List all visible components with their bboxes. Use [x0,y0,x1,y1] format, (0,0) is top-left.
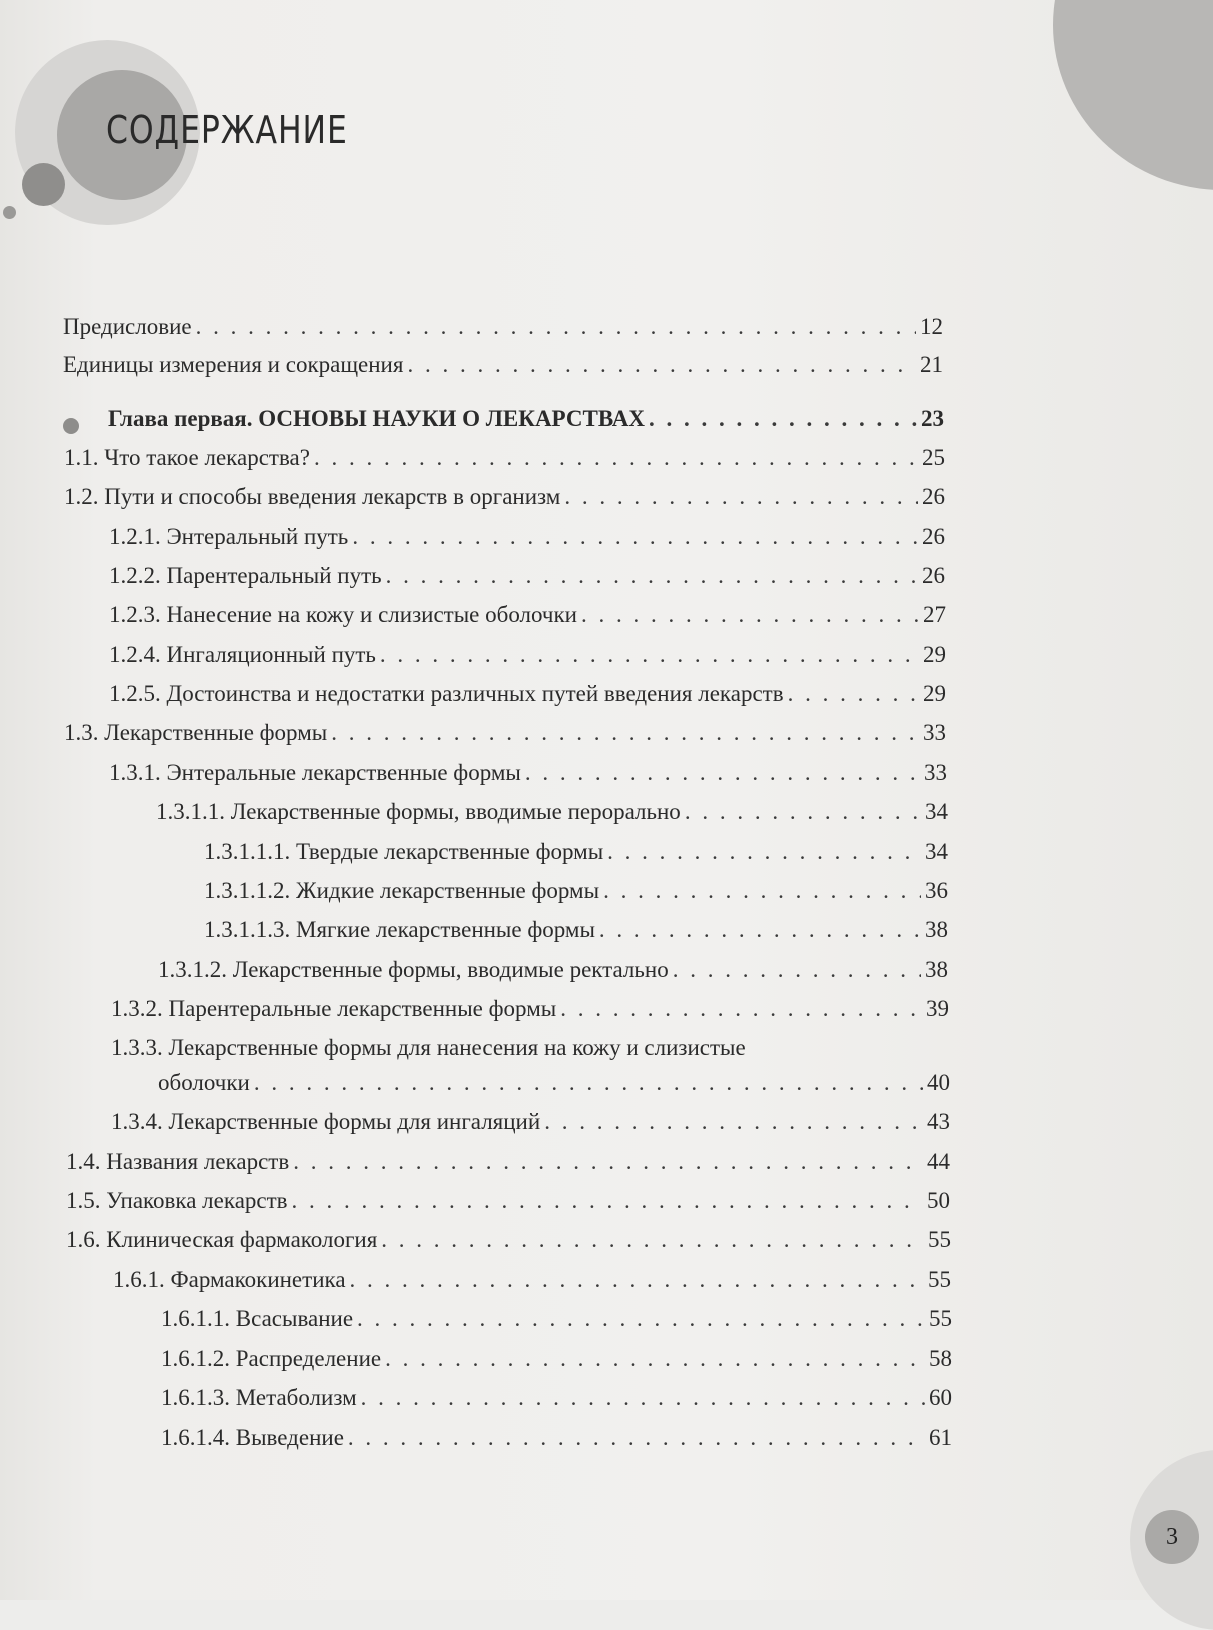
leader-dots [361,1383,925,1413]
toc-entry-label-line1[interactable]: 1.3.3. Лекарственные формы для нанесения на кожу и слизистые [111,1035,746,1060]
toc-entry-page: 27 [923,602,946,627]
leader-dots [350,1265,924,1295]
leader-dots [673,955,921,985]
toc-entry-page: 29 [923,681,946,706]
toc-entry-page: 12 [920,314,943,339]
toc-entry-page: 29 [923,642,946,667]
leader-dots [348,1423,925,1453]
toc-entry[interactable] [158,1068,950,1098]
toc-entry[interactable] [204,876,948,906]
page-number-badge [1145,1510,1199,1564]
toc-entry-label: Глава первая. ОСНОВЫ НАУКИ О ЛЕКАРСТВАХ [108,406,645,431]
leader-dots [581,600,919,630]
toc-entry[interactable] [109,640,946,670]
leader-dots [525,758,920,788]
toc-entry-label: 1.6.1. Фармакокинетика [113,1267,346,1292]
toc-entry-page: 50 [927,1188,950,1213]
toc-entry-page: 43 [927,1109,950,1134]
toc-entry-page: 55 [928,1227,951,1252]
toc-entry-page: 26 [922,524,945,549]
toc-entry-page: 26 [922,563,945,588]
leader-dots [381,1225,924,1255]
toc-entry[interactable] [64,482,945,512]
leader-dots [649,404,917,434]
toc-entry[interactable] [109,600,946,630]
toc-entry-label: 1.6.1.1. Всасывание [161,1306,354,1331]
toc-entry[interactable] [161,1383,952,1413]
leader-dots [357,1304,925,1334]
leader-dots [544,1107,923,1137]
toc-entry-label: 1.3.1.2. Лекарственные формы, вводимые ректально [158,957,669,982]
toc-entry-page: 60 [929,1385,952,1410]
leader-dots [331,718,919,748]
toc-entry-page: 44 [927,1149,950,1174]
toc-entry-page: 40 [927,1070,950,1095]
toc-entry[interactable] [204,837,948,867]
toc-entry[interactable] [66,1147,950,1177]
leader-dots [254,1068,923,1098]
toc-entry-label: 1.2.4. Ингаляционный путь [109,642,376,667]
toc-entry-label: 1.3.4. Лекарственные формы для ингаляций [111,1109,541,1134]
toc-entry-label: 1.3.1.1.1. Твердые лекарственные формы [204,839,604,864]
toc-entry-label: 1.6.1.4. Выведение [161,1425,344,1450]
leader-dots [564,482,918,512]
leader-dots [788,679,919,709]
toc-entry[interactable] [109,561,945,591]
toc-entry[interactable] [66,1225,951,1255]
leader-dots [407,350,916,380]
leader-dots [385,1344,925,1374]
leader-dots [560,994,922,1024]
toc-entry[interactable] [63,350,943,380]
toc-entry-page: 38 [925,957,948,982]
toc-entry[interactable] [158,955,948,985]
toc-entry-label: 1.3.2. Парентеральные лекарственные формы [111,996,557,1021]
toc-entry-label: 1.3.1. Энтеральные лекарственные формы [109,760,521,785]
toc-entry-page: 34 [925,799,948,824]
toc-entry-label: 1.3.1.1.2. Жидкие лекарственные формы [204,878,600,903]
toc-entry-label: 1.2.2. Парентеральный путь [109,563,382,588]
toc-entry-page: 23 [921,406,944,431]
toc-entry[interactable] [63,312,943,342]
leader-dots [599,915,921,945]
toc-entry-label: 1.6.1.3. Метаболизм [161,1385,357,1410]
toc-entry-page: 26 [922,484,945,509]
toc-entry[interactable] [161,1304,952,1334]
toc-entry-label: 1.2.5. Достоинства и недостатки различных путей введения лекарств [109,681,784,706]
toc-entry-label: Предисловие [63,314,192,339]
toc-entry-page: 34 [925,839,948,864]
toc-entry-page: 36 [925,878,948,903]
toc-entry[interactable] [156,797,948,827]
leader-dots [603,876,921,906]
toc-entry[interactable] [64,718,946,748]
toc-entry-label: 1.4. Названия лекарств [66,1149,290,1174]
page-number: 3 [1166,1523,1178,1550]
toc-entry[interactable] [109,679,946,709]
toc-chapter-entry[interactable] [108,404,944,434]
toc-entry-page: 38 [925,917,948,942]
toc-entry[interactable] [161,1344,952,1374]
toc-entry-label: 1.5. Упаковка лекарств [66,1188,288,1213]
toc-entry-label-continuation: оболочки [158,1070,250,1095]
leader-dots [352,522,918,552]
chapter-bullet-icon [63,418,79,434]
decorative-circle-small [22,163,65,206]
toc-entry-page: 25 [922,445,945,470]
toc-entry-label: 1.6. Клиническая фармакология [66,1227,378,1252]
toc-entry-page: 39 [926,996,949,1021]
toc-entry[interactable] [66,1186,950,1216]
toc-entry-label: 1.1. Что такое лекарства? [64,445,310,470]
toc-entry-page: 61 [929,1425,952,1450]
leader-dots [380,640,919,670]
toc-entry-page: 33 [923,720,946,745]
toc-entry-label: 1.6.1.2. Распределение [161,1346,382,1371]
toc-entry[interactable] [111,994,949,1024]
toc-entry[interactable] [161,1423,952,1453]
toc-entry-label: Единицы измерения и сокращения [63,352,404,377]
decorative-circle-tiny [3,206,16,219]
page-title: СОДЕРЖАНИЕ [106,108,348,152]
toc-entry-label: 1.3. Лекарственные формы [64,720,328,745]
toc-entry-page: 55 [928,1267,951,1292]
leader-dots [386,561,918,591]
toc-entry[interactable] [64,443,945,473]
leader-dots [314,443,918,473]
leader-dots [685,797,921,827]
leader-dots [292,1186,923,1216]
toc-entry-label: 1.2. Пути и способы введения лекарств в организм [64,484,561,509]
toc-entry[interactable] [109,758,947,788]
toc-entry-page: 55 [929,1306,952,1331]
toc-entry-label: 1.3.1.1.3. Мягкие лекарственные формы [204,917,595,942]
leader-dots [293,1147,923,1177]
toc-entry-page: 33 [924,760,947,785]
toc-entry[interactable] [204,915,948,945]
toc-entry-page: 21 [920,352,943,377]
leader-dots [196,312,916,342]
leader-dots [607,837,921,867]
toc-entry-label: 1.2.1. Энтеральный путь [109,524,349,549]
toc-entry[interactable] [111,1107,950,1137]
toc-entry[interactable] [113,1265,951,1295]
toc-entry-label: 1.3.1.1. Лекарственные формы, вводимые перорально [156,799,681,824]
toc-entry[interactable] [109,522,945,552]
toc-entry-label: 1.2.3. Нанесение на кожу и слизистые оболочки [109,602,577,627]
toc-entry-page: 58 [929,1346,952,1371]
